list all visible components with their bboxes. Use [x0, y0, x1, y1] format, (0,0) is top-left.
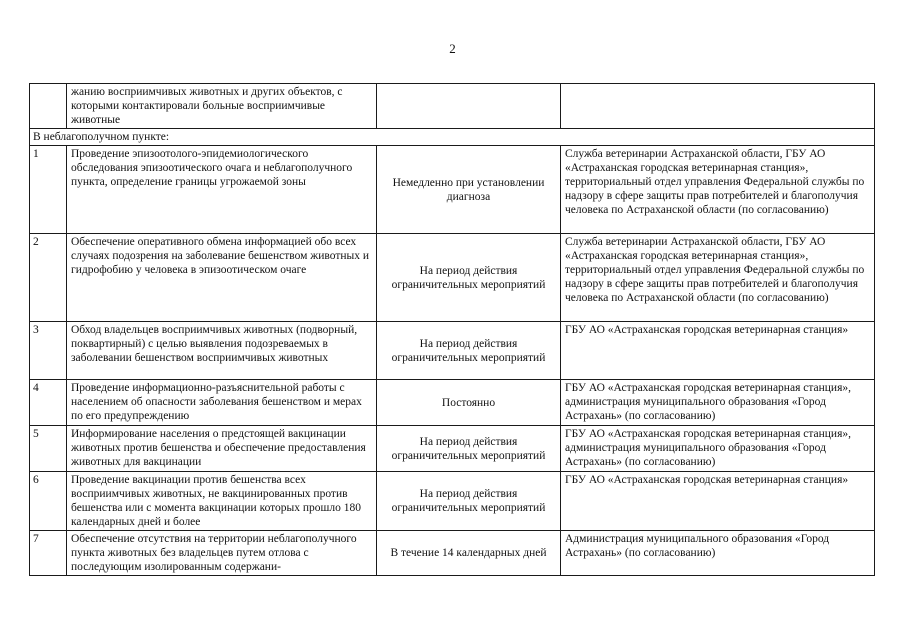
section-row: [30, 129, 875, 146]
cell-deadline: В течение 14 календарных дней: [377, 531, 561, 576]
cell-deadline: Немедленно при установлении диагноза: [377, 146, 561, 234]
table-row: [30, 531, 875, 576]
table-row: [30, 472, 875, 531]
cell-deadline: На период действия ограничительных мероприятий: [377, 426, 561, 472]
cell-responsible: ГБУ АО «Астраханская городская ветеринарная станция», администрация муниципального образования «Город Астрахань» (по согласованию): [561, 426, 875, 472]
cell-measure: Информирование населения о предстоящей вакцинации животных против бешенства и обеспечение предоставления животных для вакцинации: [67, 426, 377, 472]
cell-responsible: Служба ветеринарии Астраханской области, ГБУ АО «Астраханская городская ветеринарная станция», территориальный отдел управления Федеральной службы по надзору в сфере защиты прав потребителей и благополучия человека по Астраханской области (по согласованию): [561, 234, 875, 322]
cell-responsible: Служба ветеринарии Астраханской области, ГБУ АО «Астраханская городская ветеринарная станция», территориальный отдел управления Федеральной службы по надзору в сфере защиты прав потребителей и благополучия человека по Астраханской области (по согласованию): [561, 146, 875, 234]
cell-deadline: Постоянно: [377, 380, 561, 426]
cell-responsible: [561, 84, 875, 129]
cell-number: 4: [30, 380, 67, 426]
continuation-row: [30, 84, 875, 129]
cell-number: 1: [30, 146, 67, 234]
section-title: В неблагополучном пункте:: [30, 129, 875, 146]
cell-responsible: ГБУ АО «Астраханская городская ветеринарная станция», администрация муниципального образования «Город Астрахань» (по согласованию): [561, 380, 875, 426]
cell-responsible: Администрация муниципального образования «Город Астрахань» (по согласованию): [561, 531, 875, 576]
cell-measure: Проведение информационно-разъяснительной работы с населением об опасности заболевания бешенством и мерах по его предупреждению: [67, 380, 377, 426]
page-number: 2: [449, 41, 456, 56]
cell-number: [30, 84, 67, 129]
cell-deadline: На период действия ограничительных мероприятий: [377, 234, 561, 322]
cell-responsible: ГБУ АО «Астраханская городская ветеринарная станция»: [561, 472, 875, 531]
cell-measure: Обход владельцев восприимчивых животных (подворный, поквартирный) с целью выявления подозреваемых в заболевании бешенством восприимчивых животных: [67, 322, 377, 380]
cell-deadline: [377, 84, 561, 129]
cell-deadline: На период действия ограничительных мероприятий: [377, 472, 561, 531]
cell-deadline: На период действия ограничительных мероприятий: [377, 322, 561, 380]
cell-responsible: ГБУ АО «Астраханская городская ветеринарная станция»: [561, 322, 875, 380]
cell-measure: Обеспечение оперативного обмена информацией обо всех случаях подозрения на заболевание бешенством животных и гидрофобию у человека в эпизоотическом очаге: [67, 234, 377, 322]
cell-number: 5: [30, 426, 67, 472]
cell-measure: Проведение вакцинации против бешенства всех восприимчивых животных, не вакцинированных против бешенства или с момента вакцинации которых прошло 180 календарных дней и более: [67, 472, 377, 531]
measures-table: [29, 83, 875, 576]
cell-measure: жанию восприимчивых животных и других объектов, с которыми контактировали больные восприимчивые животные: [67, 84, 377, 129]
cell-number: 6: [30, 472, 67, 531]
cell-measure: Обеспечение отсутствия на территории неблагополучного пункта животных без владельцев путем отлова с последующим изолированным содержани-: [67, 531, 377, 576]
table-row: [30, 146, 875, 234]
cell-number: 3: [30, 322, 67, 380]
cell-measure: Проведение эпизоотолого-эпидемиологического обследования эпизоотического очага и неблагополучного пункта, определение границы угрожаемой зоны: [67, 146, 377, 234]
table-row: [30, 380, 875, 426]
table-row: [30, 234, 875, 322]
table-row: [30, 426, 875, 472]
table-row: [30, 322, 875, 380]
cell-number: 7: [30, 531, 67, 576]
cell-number: 2: [30, 234, 67, 322]
